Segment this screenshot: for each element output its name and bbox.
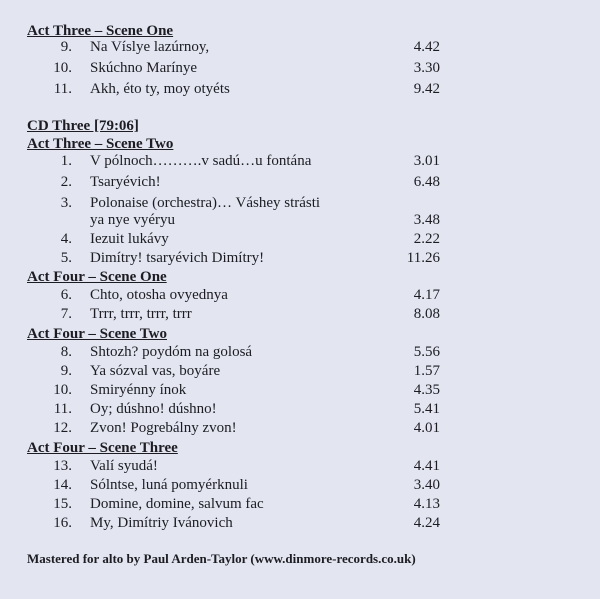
track-title: Chto, otosha ovyednya [90, 287, 228, 303]
track-row [0, 456, 600, 477]
track-row [0, 58, 600, 79]
track-duration: 1.57 [413, 363, 440, 379]
track-row [0, 79, 600, 100]
track-number: 16. [53, 515, 72, 531]
track-title: Iezuit lukávy [90, 231, 169, 247]
track-title: Ya sózval vas, boyáre [90, 363, 221, 379]
section-heading: Act Four – Scene One [27, 269, 167, 285]
track-title: Oy; dúshno! dúshno! [90, 401, 217, 417]
section-heading: Act Three – Scene One [27, 23, 174, 39]
track-number: 14. [53, 477, 72, 493]
track-number: 12. [53, 420, 72, 436]
track-title: Sólntse, luná pomyérknuli [90, 477, 248, 493]
track-number: 1. [60, 153, 72, 169]
track-row [0, 248, 600, 269]
track-duration: 4.35 [413, 382, 440, 398]
track-title: My, Dimítriy Ivánovich [90, 515, 233, 531]
track-duration: 8.08 [413, 306, 440, 322]
track-duration: 9.42 [413, 81, 440, 97]
track-number: 8. [60, 344, 72, 360]
track-duration: 4.24 [413, 515, 440, 531]
track-number: 9. [60, 363, 72, 379]
track-number: 6. [60, 287, 72, 303]
track-title: Na Víslye lazúrnoy, [90, 39, 210, 55]
track-duration: 4.01 [413, 420, 440, 436]
track-title: Shtozh? poydóm na golosá [90, 344, 253, 360]
track-number: 4. [60, 231, 72, 247]
track-title: Skúchno Marínye [90, 60, 198, 76]
track-number: 7. [60, 306, 72, 322]
track-number: 2. [60, 174, 72, 190]
track-duration: 11.26 [406, 250, 440, 266]
track-row [0, 418, 600, 439]
track-duration: 4.13 [413, 496, 440, 512]
track-row [0, 342, 600, 363]
cd-heading: CD Three [79:06] [27, 118, 139, 134]
track-number: 10. [53, 382, 72, 398]
track-duration: 4.17 [413, 287, 440, 303]
track-row [0, 475, 600, 496]
track-row [0, 210, 600, 231]
track-number: 15. [53, 496, 72, 512]
track-row [0, 37, 600, 58]
section-heading: Act Four – Scene Three [27, 440, 178, 456]
track-row [0, 229, 600, 250]
track-number: 3. [60, 195, 72, 211]
track-row [0, 172, 600, 193]
track-duration: 5.41 [413, 401, 440, 417]
track-row [0, 380, 600, 401]
track-duration: 4.41 [413, 458, 440, 474]
section-heading: Act Three – Scene Two [27, 136, 174, 152]
track-duration: 3.01 [413, 153, 440, 169]
track-row [0, 304, 600, 325]
track-row [0, 494, 600, 515]
track-duration: 6.48 [413, 174, 440, 190]
track-row [0, 513, 600, 534]
track-title: Smiryénny ínok [90, 382, 187, 398]
track-title: Trrr, trrr, trrr, trrr [90, 306, 192, 322]
track-row [0, 399, 600, 420]
track-number: 11. [53, 401, 72, 417]
track-row [0, 361, 600, 382]
track-duration: 5.56 [413, 344, 440, 360]
track-title: Polonaise (orchestra)… Váshey strásti [90, 195, 321, 211]
track-title: Valí syudá! [90, 458, 158, 474]
track-row [0, 151, 600, 172]
track-title: Akh, éto ty, moy otyéts [90, 81, 230, 97]
track-duration: 4.42 [413, 39, 440, 55]
track-row [0, 285, 600, 306]
track-duration: 3.30 [413, 60, 440, 76]
track-title: Zvon! Pogrebálny zvon! [90, 420, 237, 436]
track-title: Dimítry! tsaryévich Dimítry! [90, 250, 265, 266]
track-title: V pólnoch……….v sadú…u fontána [90, 153, 312, 169]
track-number: 13. [53, 458, 72, 474]
track-number: 9. [60, 39, 72, 55]
track-title: Domine, domine, salvum fac [90, 496, 264, 512]
section-heading: Act Four – Scene Two [27, 326, 167, 342]
track-duration: 2.22 [413, 231, 440, 247]
track-duration: 3.40 [413, 477, 440, 493]
mastering-credit: Mastered for alto by Paul Arden-Taylor (www.dinmore-records.co.uk) [27, 551, 416, 566]
track-number: 5. [60, 250, 72, 266]
track-title: Tsaryévich! [90, 174, 161, 190]
track-title: ya nye vyéryu [90, 212, 175, 228]
track-number: 11. [53, 81, 72, 97]
track-number: 10. [53, 60, 72, 76]
track-duration: 3.48 [413, 212, 440, 228]
